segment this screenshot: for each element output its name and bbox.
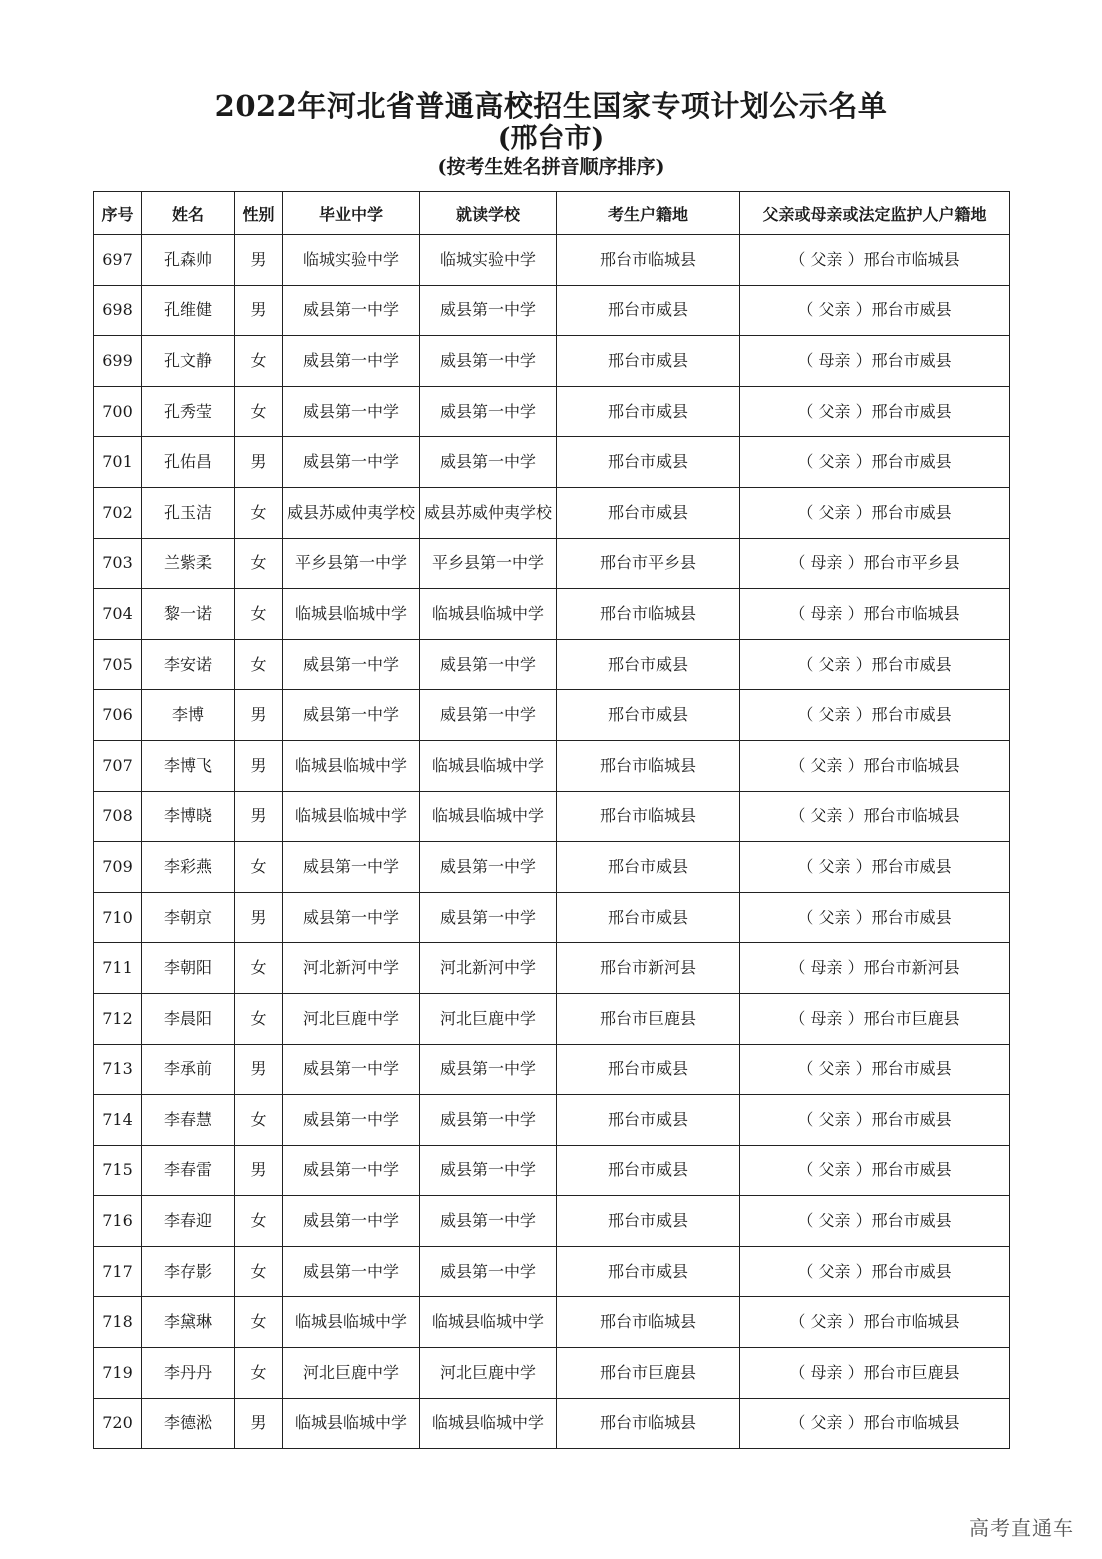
cell-index: 707 — [94, 740, 142, 791]
cell-name: 李德淞 — [142, 1398, 235, 1449]
cell-current-school: 临城县临城中学 — [420, 791, 557, 842]
cell-gender: 男 — [235, 1145, 283, 1196]
cell-guardian-registration: （ 母亲 ）邢台市巨鹿县 — [740, 1348, 1010, 1399]
cell-guardian-registration: （ 父亲 ）邢台市威县 — [740, 1246, 1010, 1297]
table-row — [94, 740, 1010, 791]
table-row — [94, 842, 1010, 893]
cell-graduated-school: 河北巨鹿中学 — [283, 1348, 420, 1399]
cell-gender: 男 — [235, 690, 283, 741]
table-row — [94, 1145, 1010, 1196]
table-header-row — [94, 192, 1010, 235]
cell-household-registration: 邢台市威县 — [557, 842, 740, 893]
cell-name: 孔秀莹 — [142, 386, 235, 437]
cell-current-school: 河北巨鹿中学 — [420, 993, 557, 1044]
cell-index: 712 — [94, 993, 142, 1044]
cell-graduated-school: 威县第一中学 — [283, 639, 420, 690]
cell-current-school: 威县第一中学 — [420, 639, 557, 690]
cell-household-registration: 邢台市威县 — [557, 336, 740, 387]
cell-guardian-registration: （ 父亲 ）邢台市临城县 — [740, 235, 1010, 286]
cell-name: 黎一诺 — [142, 589, 235, 640]
cell-gender: 女 — [235, 487, 283, 538]
table-body — [94, 235, 1010, 1449]
cell-graduated-school: 河北巨鹿中学 — [283, 993, 420, 1044]
cell-guardian-registration: （ 父亲 ）邢台市威县 — [740, 487, 1010, 538]
cell-current-school: 威县第一中学 — [420, 1044, 557, 1095]
cell-name: 李春雷 — [142, 1145, 235, 1196]
cell-graduated-school: 临城县临城中学 — [283, 740, 420, 791]
document-title: 2022年河北省普通高校招生国家专项计划公示名单 — [214, 89, 888, 123]
cell-graduated-school: 威县第一中学 — [283, 285, 420, 336]
cell-guardian-registration: （ 父亲 ）邢台市威县 — [740, 639, 1010, 690]
cell-gender: 男 — [235, 1398, 283, 1449]
table-row — [94, 1196, 1010, 1247]
cell-graduated-school: 威县第一中学 — [283, 437, 420, 488]
cell-guardian-registration: （ 父亲 ）邢台市威县 — [740, 437, 1010, 488]
cell-graduated-school: 威县第一中学 — [283, 1196, 420, 1247]
cell-gender: 男 — [235, 791, 283, 842]
cell-index: 699 — [94, 336, 142, 387]
cell-index: 714 — [94, 1095, 142, 1146]
cell-household-registration: 邢台市巨鹿县 — [557, 1348, 740, 1399]
roster-table — [93, 191, 1010, 1449]
cell-household-registration: 邢台市平乡县 — [557, 538, 740, 589]
cell-guardian-registration: （ 父亲 ）邢台市临城县 — [740, 791, 1010, 842]
cell-current-school: 威县第一中学 — [420, 1145, 557, 1196]
cell-household-registration: 邢台市威县 — [557, 1246, 740, 1297]
cell-household-registration: 邢台市威县 — [557, 437, 740, 488]
cell-household-registration: 邢台市威县 — [557, 285, 740, 336]
cell-graduated-school: 临城实验中学 — [283, 235, 420, 286]
cell-graduated-school: 威县第一中学 — [283, 1246, 420, 1297]
cell-name: 李晨阳 — [142, 993, 235, 1044]
cell-guardian-registration: （ 母亲 ）邢台市临城县 — [740, 589, 1010, 640]
table-row — [94, 1348, 1010, 1399]
cell-index: 700 — [94, 386, 142, 437]
cell-current-school: 威县第一中学 — [420, 1095, 557, 1146]
cell-household-registration: 邢台市威县 — [557, 1196, 740, 1247]
cell-name: 李朝京 — [142, 892, 235, 943]
cell-name: 孔文静 — [142, 336, 235, 387]
cell-index: 710 — [94, 892, 142, 943]
cell-name: 李春慧 — [142, 1095, 235, 1146]
cell-index: 709 — [94, 842, 142, 893]
cell-graduated-school: 威县第一中学 — [283, 892, 420, 943]
cell-name: 兰紫柔 — [142, 538, 235, 589]
cell-name: 李朝阳 — [142, 943, 235, 994]
cell-current-school: 平乡县第一中学 — [420, 538, 557, 589]
cell-household-registration: 邢台市威县 — [557, 892, 740, 943]
cell-guardian-registration: （ 父亲 ）邢台市威县 — [740, 386, 1010, 437]
cell-graduated-school: 威县第一中学 — [283, 1095, 420, 1146]
cell-name: 李丹丹 — [142, 1348, 235, 1399]
cell-index: 713 — [94, 1044, 142, 1095]
cell-index: 711 — [94, 943, 142, 994]
cell-name: 李博 — [142, 690, 235, 741]
cell-name: 李彩燕 — [142, 842, 235, 893]
cell-current-school: 威县苏威仲夷学校 — [420, 487, 557, 538]
cell-graduated-school: 威县第一中学 — [283, 1145, 420, 1196]
table-row — [94, 386, 1010, 437]
cell-gender: 男 — [235, 740, 283, 791]
cell-graduated-school: 威县苏威仲夷学校 — [283, 487, 420, 538]
table-row — [94, 993, 1010, 1044]
cell-index: 697 — [94, 235, 142, 286]
cell-gender: 男 — [235, 892, 283, 943]
table-row — [94, 285, 1010, 336]
cell-guardian-registration: （ 母亲 ）邢台市新河县 — [740, 943, 1010, 994]
cell-index: 719 — [94, 1348, 142, 1399]
cell-current-school: 威县第一中学 — [420, 690, 557, 741]
cell-name: 孔玉洁 — [142, 487, 235, 538]
cell-household-registration: 邢台市临城县 — [557, 1398, 740, 1449]
table-row — [94, 892, 1010, 943]
cell-household-registration: 邢台市威县 — [557, 386, 740, 437]
table-row — [94, 235, 1010, 286]
cell-guardian-registration: （ 父亲 ）邢台市威县 — [740, 1044, 1010, 1095]
cell-name: 孔森帅 — [142, 235, 235, 286]
cell-gender: 女 — [235, 1348, 283, 1399]
table-row — [94, 1044, 1010, 1095]
table-row — [94, 1246, 1010, 1297]
cell-name: 李春迎 — [142, 1196, 235, 1247]
cell-guardian-registration: （ 父亲 ）邢台市威县 — [740, 1095, 1010, 1146]
cell-current-school: 威县第一中学 — [420, 892, 557, 943]
cell-guardian-registration: （ 母亲 ）邢台市巨鹿县 — [740, 993, 1010, 1044]
cell-index: 703 — [94, 538, 142, 589]
cell-graduated-school: 临城县临城中学 — [283, 1297, 420, 1348]
cell-household-registration: 邢台市威县 — [557, 1095, 740, 1146]
cell-current-school: 威县第一中学 — [420, 1246, 557, 1297]
cell-index: 705 — [94, 639, 142, 690]
cell-index: 702 — [94, 487, 142, 538]
cell-household-registration: 邢台市临城县 — [557, 740, 740, 791]
cell-current-school: 河北新河中学 — [420, 943, 557, 994]
cell-household-registration: 邢台市威县 — [557, 639, 740, 690]
cell-gender: 男 — [235, 285, 283, 336]
cell-household-registration: 邢台市巨鹿县 — [557, 993, 740, 1044]
table-row — [94, 487, 1010, 538]
cell-index: 718 — [94, 1297, 142, 1348]
cell-name: 李安诺 — [142, 639, 235, 690]
cell-household-registration: 邢台市临城县 — [557, 235, 740, 286]
cell-household-registration: 邢台市临城县 — [557, 1297, 740, 1348]
cell-gender: 女 — [235, 639, 283, 690]
document-subtitle: (邢台市) — [497, 123, 605, 154]
cell-name: 孔维健 — [142, 285, 235, 336]
cell-current-school: 威县第一中学 — [420, 842, 557, 893]
table-row — [94, 1095, 1010, 1146]
cell-gender: 男 — [235, 1044, 283, 1095]
cell-graduated-school: 临城县临城中学 — [283, 589, 420, 640]
cell-gender: 男 — [235, 437, 283, 488]
header-graduated-school: 毕业中学 — [283, 192, 420, 235]
watermark: 高考直通车 — [969, 1516, 1074, 1540]
cell-graduated-school: 临城县临城中学 — [283, 1398, 420, 1449]
cell-current-school: 临城县临城中学 — [420, 740, 557, 791]
table-row — [94, 1297, 1010, 1348]
table-row — [94, 336, 1010, 387]
cell-current-school: 威县第一中学 — [420, 1196, 557, 1247]
cell-name: 李博飞 — [142, 740, 235, 791]
cell-guardian-registration: （ 父亲 ）邢台市威县 — [740, 1196, 1010, 1247]
cell-current-school: 临城县临城中学 — [420, 1398, 557, 1449]
cell-household-registration: 邢台市临城县 — [557, 589, 740, 640]
cell-graduated-school: 威县第一中学 — [283, 1044, 420, 1095]
header-index: 序号 — [94, 192, 142, 235]
cell-current-school: 河北巨鹿中学 — [420, 1348, 557, 1399]
cell-name: 李承前 — [142, 1044, 235, 1095]
table-row — [94, 639, 1010, 690]
cell-household-registration: 邢台市临城县 — [557, 791, 740, 842]
header-gender: 性别 — [235, 192, 283, 235]
cell-name: 李黛琳 — [142, 1297, 235, 1348]
cell-graduated-school: 威县第一中学 — [283, 336, 420, 387]
cell-current-school: 威县第一中学 — [420, 386, 557, 437]
cell-gender: 女 — [235, 842, 283, 893]
header-current-school: 就读学校 — [420, 192, 557, 235]
cell-index: 704 — [94, 589, 142, 640]
cell-guardian-registration: （ 母亲 ）邢台市平乡县 — [740, 538, 1010, 589]
cell-current-school: 临城县临城中学 — [420, 589, 557, 640]
cell-guardian-registration: （ 父亲 ）邢台市临城县 — [740, 1297, 1010, 1348]
cell-guardian-registration: （ 父亲 ）邢台市威县 — [740, 285, 1010, 336]
cell-index: 706 — [94, 690, 142, 741]
header-name: 姓名 — [142, 192, 235, 235]
header-guardian-registration: 父亲或母亲或法定监护人户籍地 — [740, 192, 1010, 235]
cell-gender: 女 — [235, 336, 283, 387]
table-row — [94, 791, 1010, 842]
sort-note: (按考生姓名拼音顺序排序) — [437, 156, 665, 178]
table-row — [94, 1398, 1010, 1449]
cell-current-school: 威县第一中学 — [420, 336, 557, 387]
table-row — [94, 538, 1010, 589]
cell-household-registration: 邢台市威县 — [557, 487, 740, 538]
cell-gender: 女 — [235, 1297, 283, 1348]
cell-current-school: 临城实验中学 — [420, 235, 557, 286]
cell-gender: 女 — [235, 1095, 283, 1146]
cell-index: 720 — [94, 1398, 142, 1449]
cell-household-registration: 邢台市新河县 — [557, 943, 740, 994]
cell-gender: 女 — [235, 386, 283, 437]
cell-guardian-registration: （ 父亲 ）邢台市临城县 — [740, 1398, 1010, 1449]
cell-graduated-school: 河北新河中学 — [283, 943, 420, 994]
cell-gender: 女 — [235, 589, 283, 640]
cell-current-school: 威县第一中学 — [420, 437, 557, 488]
cell-index: 716 — [94, 1196, 142, 1247]
cell-gender: 女 — [235, 1246, 283, 1297]
cell-graduated-school: 威县第一中学 — [283, 842, 420, 893]
cell-gender: 女 — [235, 993, 283, 1044]
cell-guardian-registration: （ 母亲 ）邢台市威县 — [740, 336, 1010, 387]
cell-graduated-school: 平乡县第一中学 — [283, 538, 420, 589]
cell-gender: 女 — [235, 1196, 283, 1247]
cell-index: 708 — [94, 791, 142, 842]
cell-gender: 男 — [235, 235, 283, 286]
cell-name: 李存影 — [142, 1246, 235, 1297]
cell-gender: 女 — [235, 538, 283, 589]
cell-guardian-registration: （ 父亲 ）邢台市威县 — [740, 892, 1010, 943]
cell-household-registration: 邢台市威县 — [557, 1044, 740, 1095]
cell-index: 701 — [94, 437, 142, 488]
cell-guardian-registration: （ 父亲 ）邢台市临城县 — [740, 740, 1010, 791]
cell-guardian-registration: （ 父亲 ）邢台市威县 — [740, 690, 1010, 741]
table-row — [94, 589, 1010, 640]
cell-name: 李博晓 — [142, 791, 235, 842]
table-row — [94, 437, 1010, 488]
cell-household-registration: 邢台市威县 — [557, 690, 740, 741]
cell-index: 698 — [94, 285, 142, 336]
cell-graduated-school: 临城县临城中学 — [283, 791, 420, 842]
cell-index: 715 — [94, 1145, 142, 1196]
cell-current-school: 威县第一中学 — [420, 285, 557, 336]
cell-graduated-school: 威县第一中学 — [283, 386, 420, 437]
cell-name: 孔佑昌 — [142, 437, 235, 488]
cell-index: 717 — [94, 1246, 142, 1297]
cell-guardian-registration: （ 父亲 ）邢台市威县 — [740, 842, 1010, 893]
cell-guardian-registration: （ 父亲 ）邢台市威县 — [740, 1145, 1010, 1196]
cell-current-school: 临城县临城中学 — [420, 1297, 557, 1348]
table-row — [94, 943, 1010, 994]
header-household-registration: 考生户籍地 — [557, 192, 740, 235]
table-row — [94, 690, 1010, 741]
cell-graduated-school: 威县第一中学 — [283, 690, 420, 741]
cell-gender: 女 — [235, 943, 283, 994]
cell-household-registration: 邢台市威县 — [557, 1145, 740, 1196]
